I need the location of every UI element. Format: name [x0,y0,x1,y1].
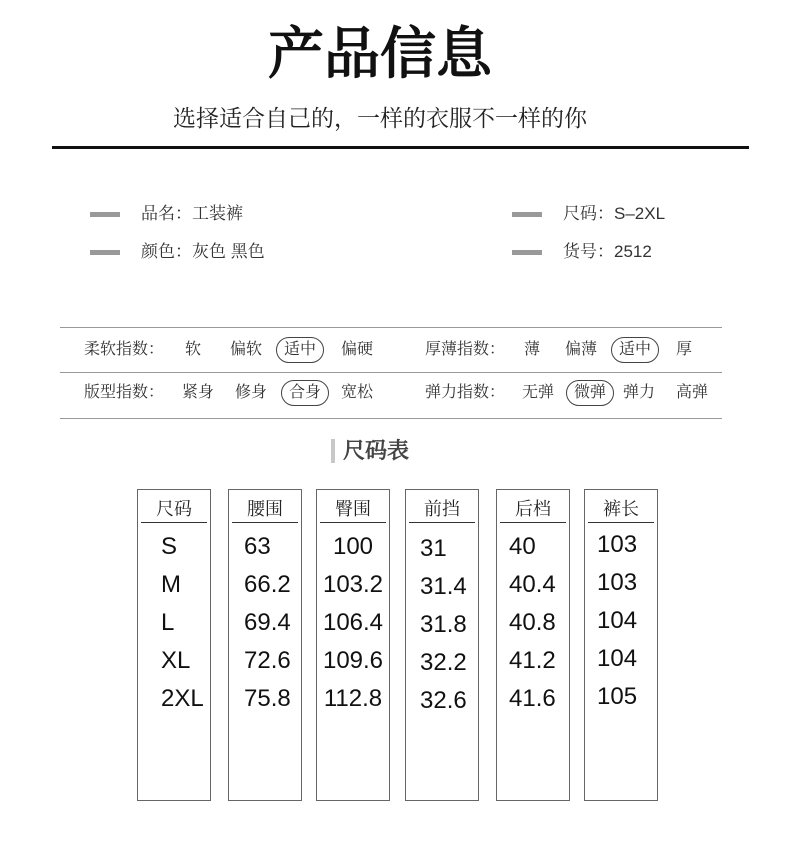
index-option: 偏薄 [565,341,598,358]
column-header: 裤长 [588,490,654,523]
column-value: 69.4 [244,609,291,636]
info-size-value: S–2XL [614,204,666,223]
info-sku-label: 货号： [563,242,614,261]
index-option: 软 [185,341,202,358]
info-color [141,242,265,262]
index-option: 宽松 [341,384,374,401]
size-column [137,489,211,801]
bullet-dash [512,212,542,217]
info-sku-value: 2512 [614,242,652,261]
column-value: 103 [597,531,638,558]
column-value: 75.8 [244,685,291,712]
column-value: 31 [420,535,447,562]
index-option: 适中 [611,337,659,363]
index-label: 弹力指数： [425,384,506,401]
column-value: S [161,533,178,560]
index-option: 厚 [676,341,693,358]
column-value: 109.6 [322,647,384,674]
column-value: 41.2 [509,647,556,674]
column-value: 106.4 [322,609,384,636]
info-name [141,204,243,224]
column-value: 112.8 [323,685,383,712]
column-value: 103 [597,569,638,596]
index-label: 柔软指数： [84,341,165,358]
column-value: 32.2 [420,649,467,676]
bullet-dash [90,212,120,217]
table-rule [60,327,722,328]
section-marker [331,439,335,463]
index-label: 厚薄指数： [425,341,506,358]
column-value: 104 [597,645,638,672]
column-value: 100 [332,533,374,560]
column-value: 63 [244,533,271,560]
index-option: 弹力 [623,384,656,401]
column-header: 后档 [500,490,566,523]
column-value: 40.4 [509,571,556,598]
index-option: 偏硬 [341,341,374,358]
table-rule [60,418,722,419]
waist-column [228,489,302,801]
column-value: 32.6 [420,687,467,714]
column-value: 40 [509,533,536,560]
size-chart-title: 尺码表 [343,438,410,463]
column-value: 104 [597,607,638,634]
column-header: 腰围 [232,490,298,523]
column-value: 40.8 [509,609,556,636]
length-column [584,489,658,801]
index-option: 适中 [276,337,324,363]
column-header: 前挡 [409,490,475,523]
index-option: 微弹 [566,380,614,406]
info-name-value: 工装裤 [192,204,243,223]
page-subtitle: 选择适合自己的，一样的衣服不一样的你 [173,105,587,131]
column-value: 31.4 [420,573,467,600]
index-option: 偏软 [230,341,263,358]
column-value: 66.2 [244,571,291,598]
bullet-dash [512,250,542,255]
info-size-label: 尺码： [563,204,614,223]
column-value: 2XL [161,685,204,712]
table-rule [60,372,722,373]
info-color-value: 灰色 黑色 [192,242,265,261]
column-value: 72.6 [244,647,291,674]
front-rise-column [405,489,479,801]
column-value: L [161,609,175,636]
header-divider [52,146,749,149]
column-header: 臀围 [320,490,386,523]
back-rise-column [496,489,570,801]
index-option: 紧身 [182,384,215,401]
index-option: 无弹 [522,384,555,401]
index-option: 合身 [281,380,329,406]
info-color-label: 颜色： [141,242,192,261]
hip-column [316,489,390,801]
column-value: XL [161,647,191,674]
index-label: 版型指数： [84,384,165,401]
info-name-label: 品名： [141,204,192,223]
bullet-dash [90,250,120,255]
info-size [563,204,665,224]
info-sku [563,242,652,262]
column-value: 41.6 [509,685,556,712]
index-option: 薄 [524,341,541,358]
column-value: 103.2 [322,571,384,598]
index-option: 高弹 [676,384,709,401]
page-title: 产品信息 [268,22,492,85]
column-value: 31.8 [420,611,467,638]
column-value: 105 [597,683,638,710]
index-option: 修身 [235,384,268,401]
column-header: 尺码 [141,490,207,523]
column-value: M [161,571,181,598]
